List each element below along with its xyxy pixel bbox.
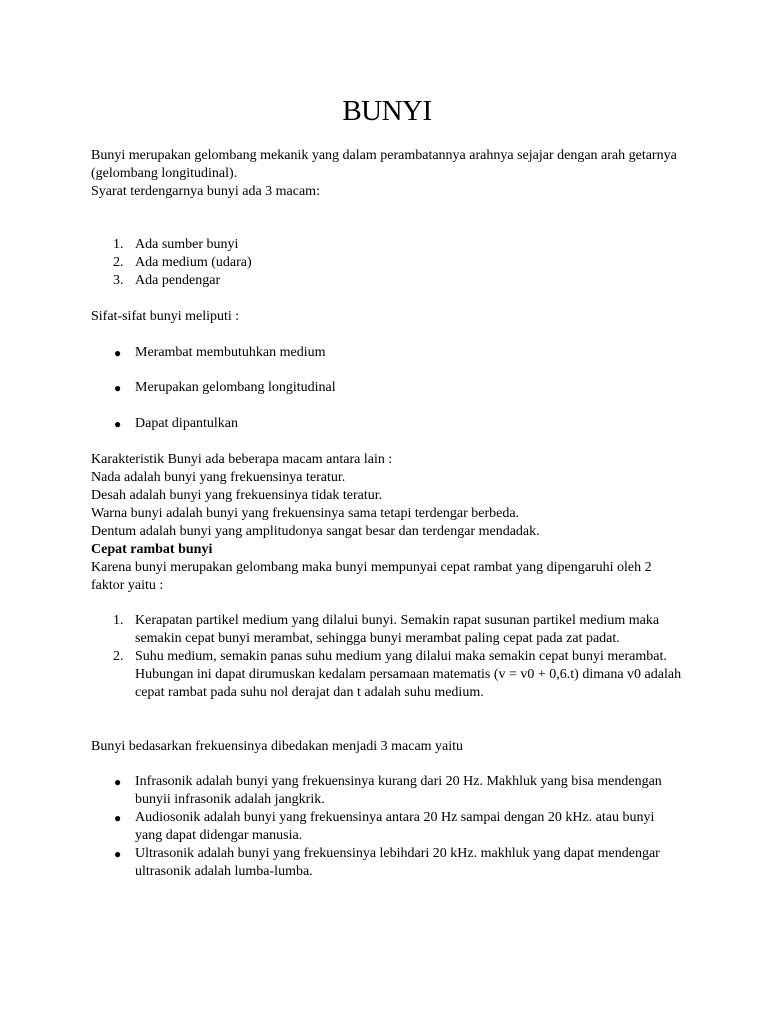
list-item: ● Merupakan gelombang longitudinal xyxy=(114,380,336,395)
list-item: 3. Ada pendengar xyxy=(113,273,221,288)
list-item: ● Dapat dipantulkan xyxy=(114,416,239,431)
page-title: BUNYI xyxy=(342,95,432,127)
cepat-rambat-heading: Cepat rambat bunyi xyxy=(91,542,213,557)
frekuensi-list xyxy=(91,773,683,881)
list-item: 1. Kerapatan partikel medium yang dilalui bunyi. Semakin rapat susunan partikel medium maka semakin cepat bunyi merambat, sehingga bunyi merambat paling cepat pada zat padat. xyxy=(113,613,660,646)
list-item: ● Ultrasonik adalah bunyi yang frekuensinya lebihdari 20 kHz. makhluk yang dapat mendengar ultrasonik adalah lumba-lumba. xyxy=(114,846,660,879)
bullet-icon: ● xyxy=(114,346,122,360)
karakteristik-line: Karakteristik Bunyi ada beberapa macam antara lain : xyxy=(91,452,393,467)
intro-section xyxy=(91,147,683,201)
bullet-icon: ● xyxy=(114,775,122,789)
sifat-heading: Sifat-sifat bunyi meliputi : xyxy=(91,309,240,324)
bullet-icon: ● xyxy=(114,811,122,825)
list-item: ● Audiosonik adalah bunyi yang frekuensinya antara 20 Hz sampai dengan 20 kHz. atau bunyi yang dapat didengar manusia. xyxy=(114,810,655,843)
karakteristik-line: Nada adalah bunyi yang frekuensinya teratur. xyxy=(91,470,346,485)
bullet-icon: ● xyxy=(114,847,122,861)
karakteristik-line: Dentum adalah bunyi yang amplitudonya sangat besar dan terdengar mendadak. xyxy=(91,524,540,539)
list-item: 2. Ada medium (udara) xyxy=(113,255,252,270)
bullet-icon: ● xyxy=(114,381,122,395)
intro-paragraph: Bunyi merupakan gelombang mekanik yang dalam perambatannya arahnya sejajar dengan arah getarnya (gelombang longitudinal). xyxy=(91,148,677,181)
list-item: 1. Ada sumber bunyi xyxy=(113,237,239,252)
karakteristik-section xyxy=(91,451,683,595)
faktor-list xyxy=(91,612,683,702)
syarat-heading: Syarat terdengarnya bunyi ada 3 macam: xyxy=(91,184,320,199)
list-item: ● Infrasonik adalah bunyi yang frekuensinya kurang dari 20 Hz. Makhluk yang bisa mendengan bunyii infrasonik adalah jangkrik. xyxy=(114,774,662,807)
list-item: ● Merambat membutuhkan medium xyxy=(114,345,326,360)
list-item: 2. Suhu medium, semakin panas suhu medium yang dilalui maka semakin cepat bunyi merambat. Hubungan ini dapat dirumuskan kedalam persamaan matematis (v = v0 + 0,6.t) dimana v0 adalah cepat rambat pada suhu nol derajat dan t adalah suhu medium. xyxy=(113,649,682,700)
karakteristik-line: Desah adalah bunyi yang frekuensinya tidak teratur. xyxy=(91,488,383,503)
karakteristik-line: Warna bunyi adalah bunyi yang frekuensinya sama tetapi terdengar berbeda. xyxy=(91,506,520,521)
sifat-list xyxy=(91,344,683,362)
cepat-rambat-intro: Karena bunyi merupakan gelombang maka bunyi mempunyai cepat rambat yang dipengaruhi oleh 2 faktor yaitu : xyxy=(91,560,652,593)
syarat-list xyxy=(91,236,683,290)
bullet-icon: ● xyxy=(114,417,122,431)
frekuensi-heading: Bunyi bedasarkan frekuensinya dibedakan menjadi 3 macam yaitu xyxy=(91,739,464,754)
